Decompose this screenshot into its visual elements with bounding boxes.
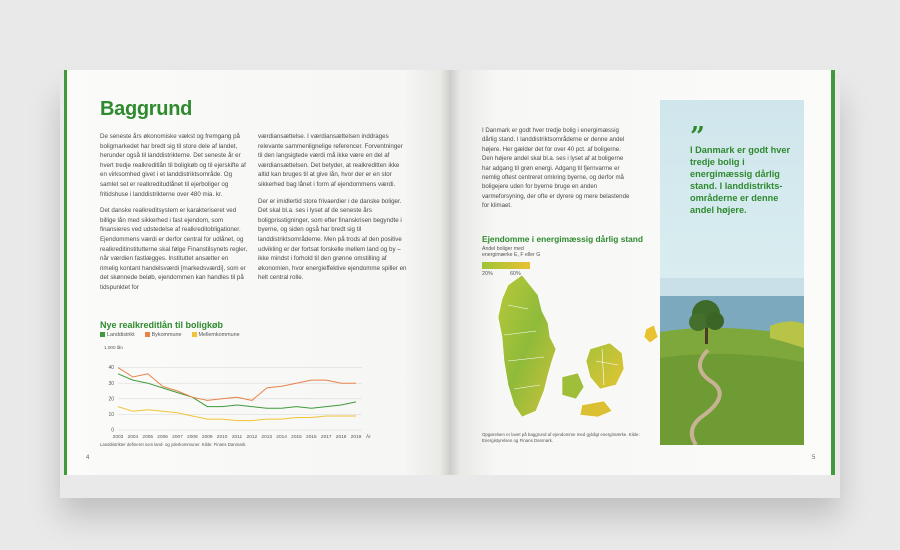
x-tick-label: 2004 — [127, 435, 139, 440]
x-tick-label: 2009 — [201, 435, 213, 440]
lolland-region — [580, 401, 612, 417]
legend-label: Mellemkommune — [198, 332, 240, 338]
map-subtitle: Andel boliger med energimærke E, F eller G — [482, 246, 541, 259]
x-tick-label: 2018 — [335, 435, 347, 440]
x-axis-label: År — [366, 435, 371, 440]
left-page — [64, 70, 450, 475]
landscape-photo — [660, 278, 804, 445]
legend-item — [100, 332, 135, 338]
page-number: 5 — [812, 455, 816, 461]
series-line — [118, 368, 356, 401]
jutland-region — [498, 275, 556, 417]
series-line — [118, 407, 356, 421]
x-tick-label: 2016 — [306, 435, 317, 440]
legend-item — [145, 332, 182, 338]
map-source-note: Opgørelsen er lavet på baggrund af ejendomme med gyldigt energimærke. Kilde: Energistyrelsen og Finans Danmark. — [482, 432, 640, 443]
quote-panel — [660, 100, 804, 445]
page-number: 4 — [86, 455, 90, 461]
x-tick-label: 2005 — [142, 435, 154, 440]
page-heading: Baggrund — [100, 98, 193, 120]
right-page-edge — [831, 70, 835, 475]
y-tick-label: 10 — [108, 412, 114, 418]
quote-mark-icon: ” — [690, 122, 705, 152]
paragraph: Det danske realkreditsystem er karakteriseret ved billige lån med sikkerhed i fast ejendom, som finansieres ved udstedelse af realkreditobligationer. Ejendommens værdi er derfor central for udlånet, og realkreditinstitutterne skal følge Finanstilsynets regler, når værdien fastlægges. Instituttet ansætter en rimelig kontant handelsværdi [markedsværdi], som er det skønnede beløb, ejendommen kan handles til på tidspunktet for — [100, 207, 248, 291]
legend-item — [192, 332, 240, 338]
intro-paragraph: I Danmark er godt hver tredje bolig i energimæssig dårlig stand. I landdistriktsområderne er denne andel højere. Her gælder det for over 40 pct. af boligerne. Den højere andel skal bl.a. ses i lyset af at boligerne har adgang til grøn energi. Adgang til fjernvarme er nemlig oftest centreret omkring byerne, og derfor må boligejere uden for byerne bruge en anden varmeforsyning, der ofte er dyrere og mere belastende for klimaet. — [482, 127, 630, 210]
body-column-1 — [100, 132, 248, 300]
body-column-2 — [258, 132, 408, 290]
x-tick-label: 2014 — [276, 435, 287, 440]
left-page-edge — [64, 70, 67, 475]
denmark-map — [478, 265, 658, 435]
paragraph: Der er imidlertid store frivaerdier i de danske boliger. Det skal bl.a. ses i lyset af de seneste års boligprisstigninger, som efter finanskrisen begyndte i byerne, og siden også har bredt sig til landdistriktsområderne. Men på trods af den positive udvikling er der fortsat forskelle mellem land og by – ikke mindst i forhold til den grønne omstilling af økonomien, hvor energieffektive ejendomme spiller en helt central rolle. — [258, 197, 407, 282]
x-tick-label: 2007 — [172, 435, 183, 440]
zealand-region — [586, 343, 624, 389]
y-tick-label: 30 — [108, 380, 114, 387]
legend-label: Landdistrikt — [107, 332, 135, 338]
chart-title: Nye realkreditlån til boligkøb — [100, 320, 224, 330]
x-tick-label: 2003 — [112, 435, 124, 440]
pull-quote: I Danmark er godt hver tredje bolig i energimæssig dårlig stand. I landdistriktsområderne er denne andel højere. — [690, 145, 791, 215]
x-tick-label: 2006 — [157, 435, 168, 440]
x-tick-label: 2011 — [231, 435, 243, 440]
legend-swatch — [192, 332, 197, 337]
y-tick-label: 20 — [108, 396, 114, 403]
legend-swatch — [100, 332, 105, 337]
x-tick-label: 2017 — [320, 435, 332, 440]
paragraph: De seneste års økonomiske vækst og fremgang på boligmarkedet har bredt sig til store dele af landet, herunder også til landdistrikterne. Det seneste år er hvert tredje realkreditlån til boligkøb og til ejerskifte af en virksomhed givet i et landdistriktsområde. Og samlet set er realkreditudlånet til ejerboliger og fritidshuse i landdistrikterne over 480 mia. kr. — [100, 133, 246, 198]
legend-swatch — [145, 332, 150, 337]
x-tick-label: 2013 — [261, 435, 273, 440]
legend-min-label: 20% — [482, 271, 493, 277]
book-spine — [440, 70, 460, 475]
right-page — [450, 70, 835, 475]
x-tick-label: 2019 — [350, 435, 362, 440]
y-tick-label: 0 — [111, 427, 114, 434]
y-tick-label: 40 — [108, 365, 114, 372]
line-chart — [94, 342, 394, 442]
x-tick-label: 2010 — [216, 435, 228, 440]
chart-legend — [100, 332, 240, 338]
paragraph: værdiansættelse. I værdiansættelsen inddrages relevante sammenlignelige referencer. Forventninger til den langsigtede værdi må ikke være en del af værdiansættelsen. Det betyder, at realkreditten ikke altid kan bruges til at give lån, hvor der er en stor sikkerhed bag lånet i form af ejendommens værdi. — [258, 133, 403, 188]
x-tick-label: 2015 — [291, 435, 302, 440]
map-title: Ejendomme i energimæssig dårlig stand — [482, 234, 644, 244]
x-tick-label: 2008 — [187, 435, 198, 440]
bornholm-region — [644, 325, 658, 343]
legend-label: Bykommune — [151, 332, 182, 338]
funen-region — [562, 373, 584, 399]
y-axis-label: 1.000 lån — [104, 345, 123, 350]
chart-source-note: Landdistrikter defineret som land- og yderkommuner. Kilde: Finans Danmark. — [100, 442, 247, 447]
legend-max-label: 60% — [510, 271, 521, 277]
x-tick-label: 2012 — [246, 435, 258, 440]
